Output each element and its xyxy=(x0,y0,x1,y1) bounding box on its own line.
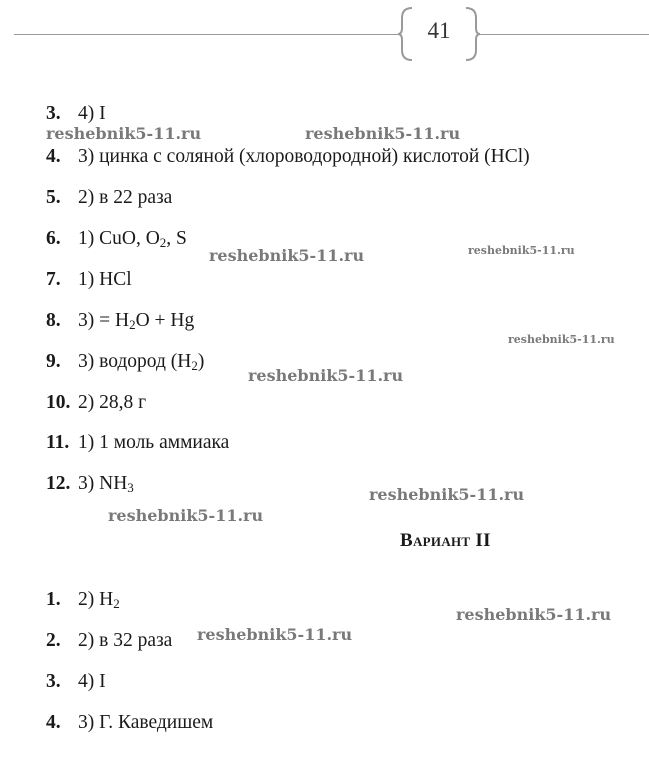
header-rule-left xyxy=(14,34,399,35)
answer-item: 2. 2) в 32 раза xyxy=(46,630,173,651)
watermark: reshebnik5-11.ru xyxy=(248,366,404,385)
answer-item: 7. 1) HCl xyxy=(46,269,132,290)
header-rule-right xyxy=(480,34,649,35)
watermark: reshebnik5-11.ru xyxy=(468,244,575,257)
watermark: reshebnik5-11.ru xyxy=(456,605,612,624)
answer-item: 12. 3) $NH_3$ xyxy=(46,473,134,495)
answer-item: 4. 3) Г. Каведишем xyxy=(46,712,214,733)
variant-heading: Вариант II xyxy=(400,530,491,551)
answer-item: 4. 3) цинка с соляной (хлороводородной) кислотой (HCl) xyxy=(46,146,530,167)
watermark: reshebnik5-11.ru xyxy=(305,124,461,143)
watermark: reshebnik5-11.ru xyxy=(108,506,264,525)
answer-item: 9. 3) водород $(H_2)$ xyxy=(46,351,205,373)
answer-item: 11. 1) 1 моль аммиака xyxy=(46,432,230,453)
watermark: reshebnik5-11.ru xyxy=(46,124,202,143)
answer-item: 10. 2) 28,8 г xyxy=(46,392,147,413)
page-number-frame xyxy=(398,6,480,62)
watermark: reshebnik5-11.ru xyxy=(209,246,365,265)
watermark: reshebnik5-11.ru xyxy=(508,333,615,346)
answer-item: 3. 4) I xyxy=(46,671,106,692)
answer-item: 1. 2) $H_2$ xyxy=(46,589,120,611)
answer-item: 3. 4) I xyxy=(46,103,106,124)
answer-item: 6. 1) CuO, $O_2$, S xyxy=(46,228,187,250)
watermark: reshebnik5-11.ru xyxy=(197,625,353,644)
answer-item: 5. 2) в 22 раза xyxy=(46,187,173,208)
watermark: reshebnik5-11.ru xyxy=(369,485,525,504)
page-number: 41 xyxy=(427,18,451,43)
answer-item: 8. $3) = H_2O + Hg$ xyxy=(46,310,195,332)
